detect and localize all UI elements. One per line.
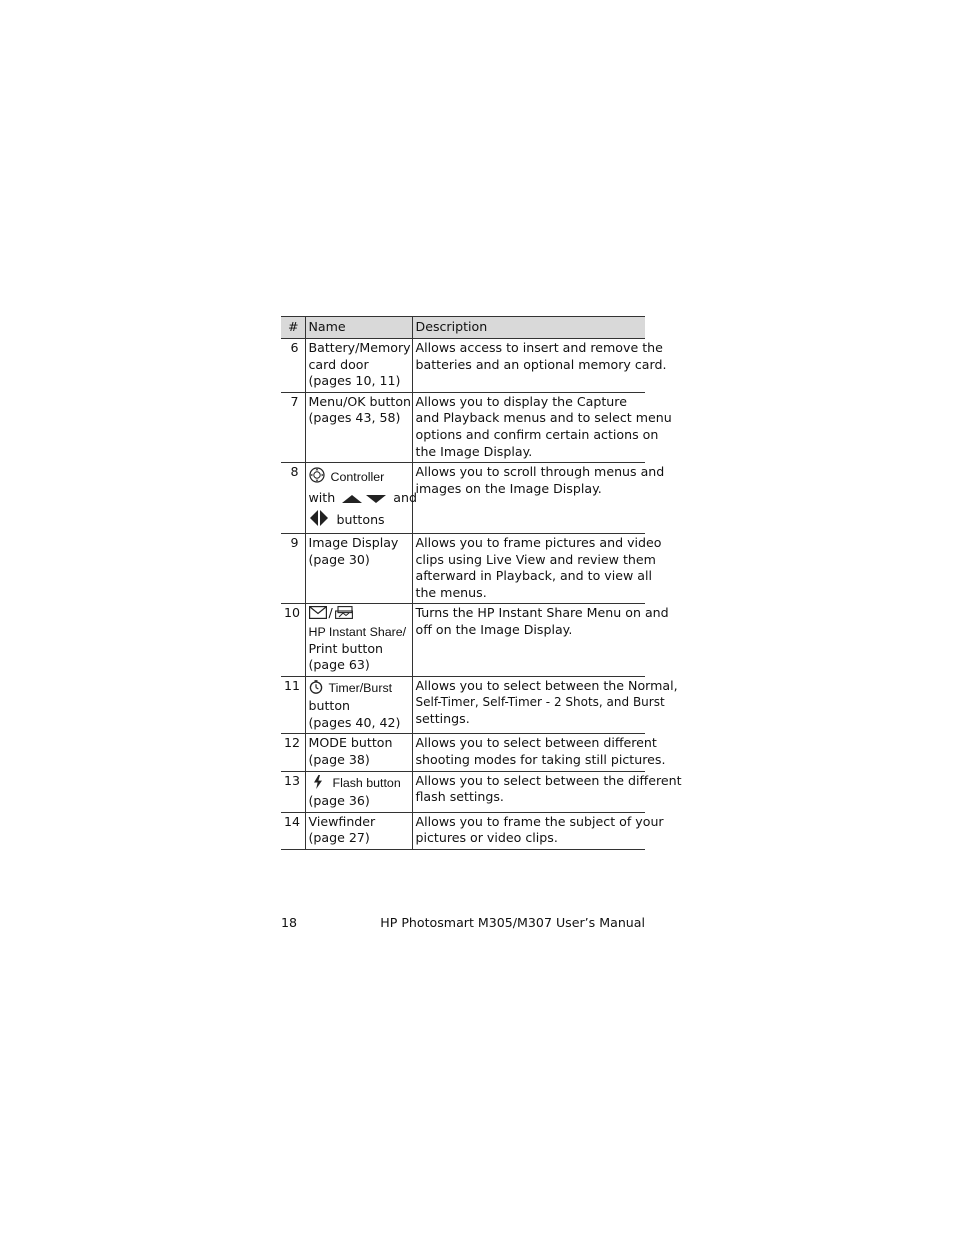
row-name: Battery/Memory card door (pages 10, 11) [305,339,412,393]
print-icon [335,606,353,624]
row-name: / HP Instant Share/ Print button (page 63) [305,604,412,676]
timer-icon [309,680,323,699]
row-number: 9 [290,534,299,550]
page-number: 18 [281,915,298,930]
row-name: Flash button (page 36) [305,771,412,812]
row-description: Allows you to frame the subject of your pictures or video clips. [412,812,645,849]
row-number: 8 [290,464,299,480]
table-row [281,392,645,462]
flash-icon [313,775,323,794]
controller-icon [309,467,325,488]
table-header-row [281,317,645,339]
row-number: 7 [290,393,299,409]
row-name: Timer/Burst button (pages 40, 42) [305,676,412,734]
table-row [281,676,645,734]
table-row [281,812,645,849]
table-row [281,734,645,771]
table-row [281,604,645,676]
controls-table [281,316,682,850]
row-name: Menu/OK button (pages 43, 58) [305,392,412,462]
table-row [281,339,645,393]
row-number: 11 [284,677,301,693]
row-description: Allows you to select between the different flash settings. [412,771,645,812]
manual-title: HP Photosmart M305/M307 User’s Manual [380,915,645,930]
row-description: Allows you to display the Capture and Playback menus and to select menu options and confirm certain actions on the Image Display. [412,392,645,462]
header-number: # [281,317,305,339]
row-name: Controller with and buttons [305,463,412,534]
header-description: Description [412,317,645,339]
table-row [281,533,645,603]
row-number: 6 [290,340,299,355]
row-description: Allows you to select between the Normal, Self-Timer, Self-Timer - 2 Shots, and Burst settings. [412,676,645,734]
header-name: Name [305,317,412,339]
row-description: Allows you to scroll through menus and images on the Image Display. [412,463,645,534]
share-envelope-icon [309,606,327,624]
table-row [281,463,645,534]
row-number: 10 [284,605,301,621]
row-name: MODE button (page 38) [305,734,412,771]
row-description: Turns the HP Instant Share Menu on and off on the Image Display. [412,604,645,676]
row-description: Allows access to insert and remove the batteries and an optional memory card. [412,339,645,393]
row-name: Image Display (page 30) [305,533,412,603]
table-row [281,771,645,812]
row-number: 13 [284,772,301,788]
row-description: Allows you to frame pictures and video clips using Live View and review them afterward in Playback, and to view all the menus. [412,533,645,603]
up-down-arrows-icon [342,492,386,509]
row-description: Allows you to select between different shooting modes for taking still pictures. [412,734,645,771]
row-name: Viewfinder (page 27) [305,812,412,849]
row-number: 12 [284,735,301,751]
left-right-arrows-icon [309,510,329,531]
row-number: 14 [284,813,301,829]
